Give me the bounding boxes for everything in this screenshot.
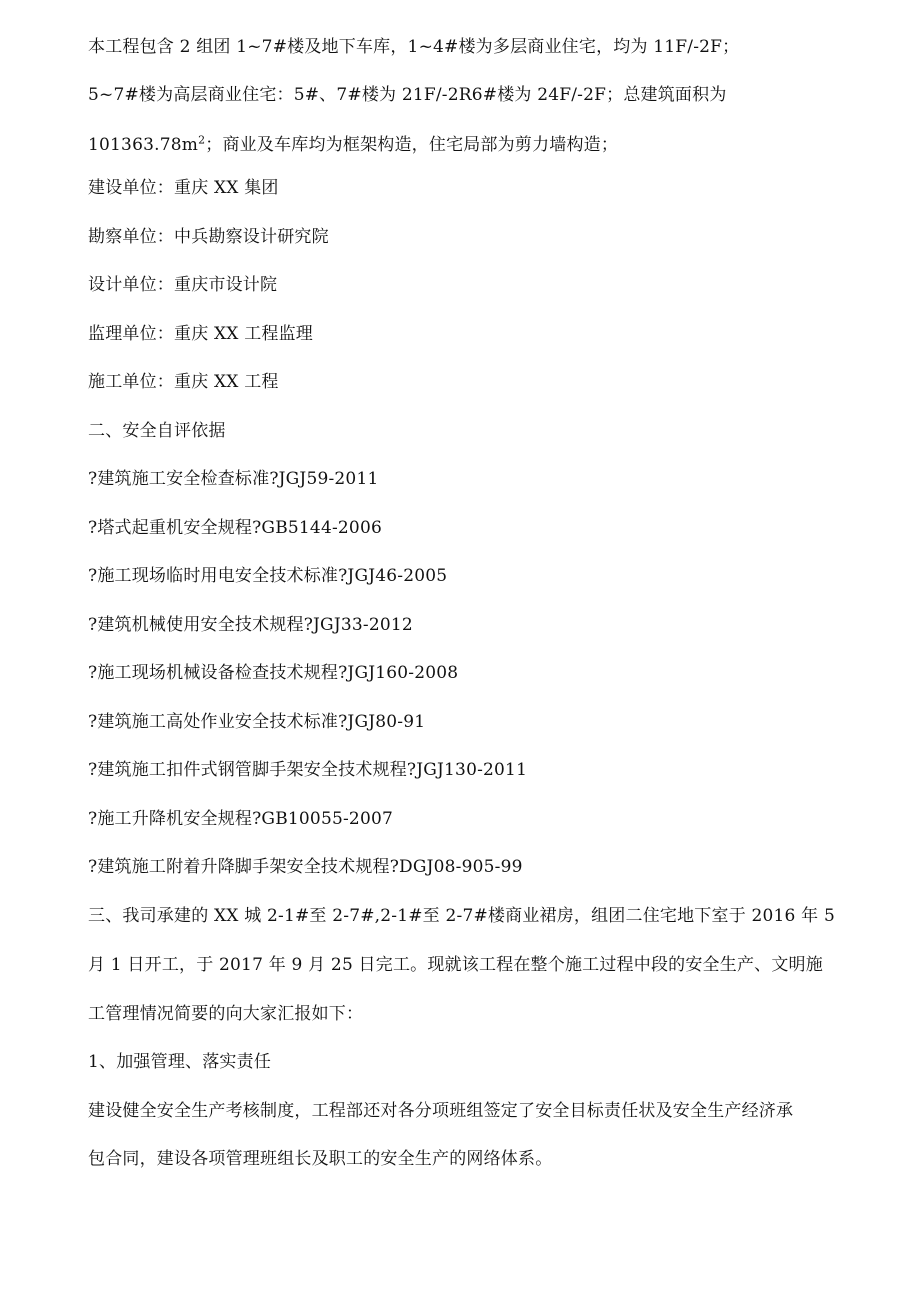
unit-contractor: 施工单位：重庆 XX 工程 — [88, 372, 279, 392]
standard-item: ?建筑施工安全检查标准?JGJ59-2011 — [88, 469, 379, 489]
standard-item: ?建筑施工扣件式钢管脚手架安全技术规程?JGJ130-2011 — [88, 760, 528, 780]
standard-item: ?塔式起重机安全规程?GB5144-2006 — [88, 518, 382, 538]
subsection-1-body-line-2: 包合同，建设各项管理班组长及职工的安全生产的网络体系。 — [88, 1149, 553, 1169]
section-2-heading: 二、安全自评依据 — [88, 421, 226, 441]
standard-item: ?建筑施工高处作业安全技术标准?JGJ80-91 — [88, 712, 426, 732]
unit-survey: 勘察单位：中兵勘察设计研究院 — [88, 227, 329, 247]
total-area-value: 101363.78m — [88, 135, 199, 155]
unit-supervision: 监理单位：重庆 XX 工程监理 — [88, 324, 314, 344]
unit-design: 设计单位：重庆市设计院 — [88, 275, 278, 295]
project-line-1: 本工程包含 2 组团 1~7#楼及地下车库，1~4#楼为多层商业住宅，均为 11F/-2F； — [88, 37, 740, 57]
subsection-1-heading: 1、加强管理、落实责任 — [88, 1052, 272, 1072]
unit-construction-owner: 建设单位：重庆 XX 集团 — [88, 178, 279, 198]
structure-description: ；商业及车库均为框架构造，住宅局部为剪力墙构造； — [205, 135, 619, 155]
subsection-1-body-line-1: 建设健全安全生产考核制度，工程部还对各分项班组签定了安全目标责任状及安全生产经济承 — [88, 1101, 794, 1121]
area-unit-superscript: 2 — [198, 133, 206, 147]
standard-item: ?施工现场临时用电安全技术标准?JGJ46-2005 — [88, 566, 448, 586]
standard-item: ?施工升降机安全规程?GB10055-2007 — [88, 809, 393, 829]
section-3-line-3: 工管理情况简要的向大家汇报如下： — [88, 1004, 364, 1024]
standard-item: ?建筑机械使用安全技术规程?JGJ33-2012 — [88, 615, 413, 635]
section-3-line-2: 月 1 日开工，于 2017 年 9 月 25 日完工。现就该工程在整个施工过程中段的安全生产、文明施 — [88, 955, 823, 975]
project-line-2: 5~7#楼为高层商业住宅：5#、7#楼为 21F/-2R6#楼为 24F/-2F；总建筑面积为 — [88, 85, 727, 105]
standard-item: ?建筑施工附着升降脚手架安全技术规程?DGJ08-905-99 — [88, 857, 523, 877]
project-line-3 — [88, 133, 860, 157]
standard-item: ?施工现场机械设备检查技术规程?JGJ160-2008 — [88, 663, 459, 683]
section-3-line-1: 三、我司承建的 XX 城 2-1#至 2-7#,2-1#至 2-7#楼商业裙房，组团二住宅地下室于 2016 年 5 — [88, 906, 835, 926]
